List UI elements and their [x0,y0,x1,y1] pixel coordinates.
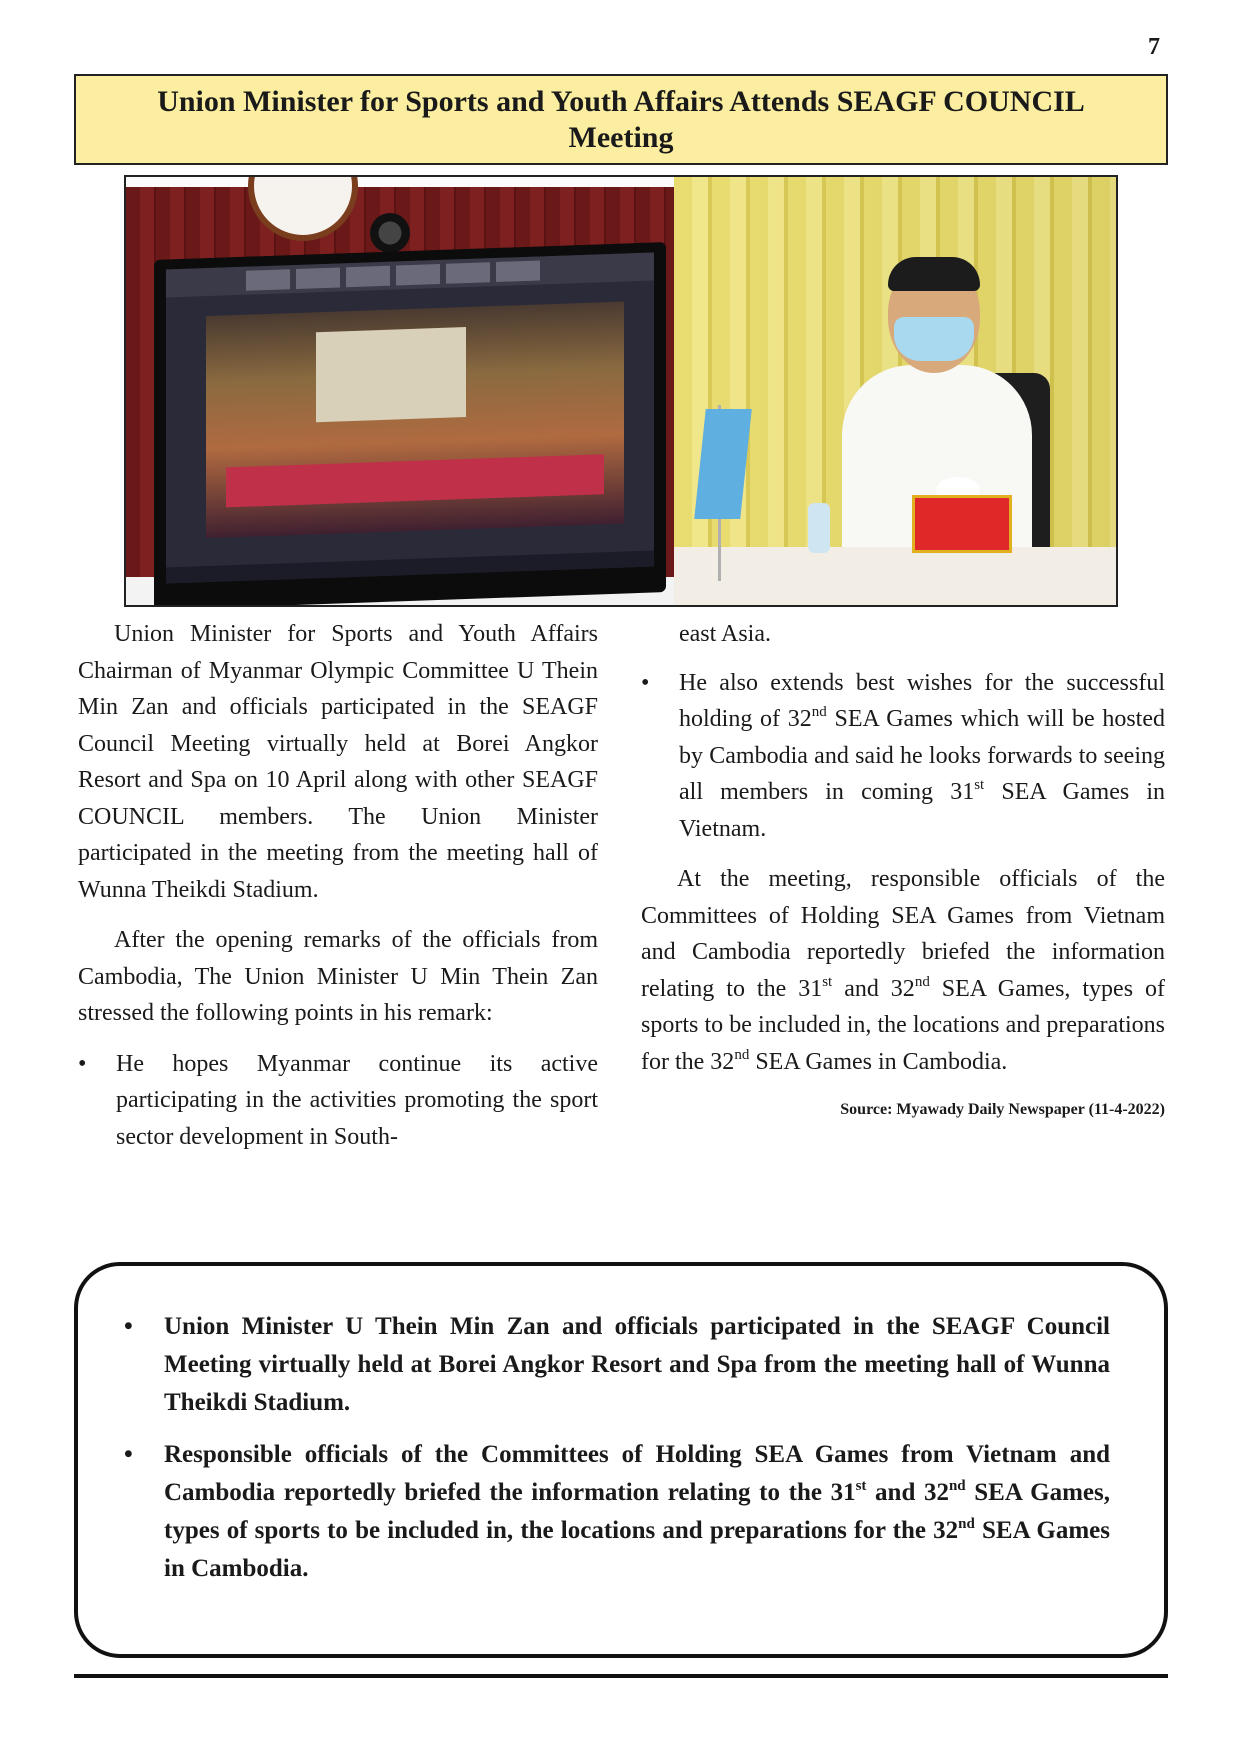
conference-camera [370,213,410,253]
article-column-right [641,616,1165,1129]
article-paragraph: At the meeting, responsible officials of the Committees of Holding SEA Games from Vietnam and Cambodia reportedly briefed the information relating to the 31st and 32nd SEA Games, types of sports to be included in, the locations and preparations for the 32nd SEA Games in Cambodia. [641,866,1165,1075]
monitor [154,242,666,607]
article-paragraph: Union Minister for Sports and Youth Affairs Chairman of Myanmar Olympic Committee U Thein Min Zan and officials participated in the SEAGF Council Meeting virtually held at Borei Angkor Resort and Spa on 10 April along with other SEAGF COUNCIL members. The Union Minister participated in the meeting from the meeting hall of Wunna Theikdi Stadium. [78,621,598,903]
desk [674,547,1116,607]
bullet-icon: • [641,669,650,696]
stage-banner [316,327,466,422]
monitor-screen [166,252,654,583]
screen-taskbar [166,550,654,583]
remark-bullets [641,665,1165,848]
bottom-rule [74,1674,1168,1678]
article-title-box [74,74,1168,165]
bullet-icon: • [78,1050,87,1077]
page-number: 7 [1148,34,1160,60]
video-conference-screen-photo [126,177,674,605]
minister-photo [674,177,1116,605]
summary-list [124,1308,1110,1588]
summary-item: • Union Minister U Thein Min Zan and officials participated in the SEAGF Council Meeting virtually held at Borei Angkor Resort and Spa from the meeting hall of Wunna Theikdi Stadium. [124,1308,1110,1422]
water-bottle [808,503,830,553]
article-title: Union Minister for Sports and Youth Affairs Attends SEAGF COUNCIL Meeting [157,84,1085,154]
remark-bullets [78,1046,598,1156]
news-photo [124,175,1118,607]
stage [226,454,604,507]
summary-item: • Responsible officials of the Committees of Holding SEA Games from Vietnam and Cambodia reportedly briefed the information relating to the 31st and 32nd SEA Games, types of sports to be included in, the locations and preparations for the 32nd SEA Games in Cambodia. [124,1436,1110,1588]
bullet-text: He hopes Myanmar continue its active participating in the activities promoting the sport sector development in South- [116,1050,598,1150]
face-mask [894,317,974,361]
bullet-icon: • [124,1441,133,1468]
source-citation: Source: Myawady Daily Newspaper (11-4-2022) [840,1101,1165,1118]
article-paragraph: After the opening remarks of the officials from Cambodia, The Union Minister U Min Thein Zan stressed the following points in his remark: [78,927,598,1026]
bullet-icon: • [124,1313,133,1340]
bullet-continuation: east Asia. [679,621,771,647]
tissue-box [912,495,1012,553]
summary-box [74,1262,1168,1658]
bullet-item: • He also extends best wishes for the successful holding of 32nd SEA Games which will be hosted by Cambodia and said he looks forwards to seeing all members in coming 31st SEA Games in Vietnam. [641,665,1165,848]
article-column-left [78,616,598,1169]
meeting-hall-feed [206,302,624,539]
bullet-item [78,1046,598,1156]
participant-thumbnails [166,252,654,297]
